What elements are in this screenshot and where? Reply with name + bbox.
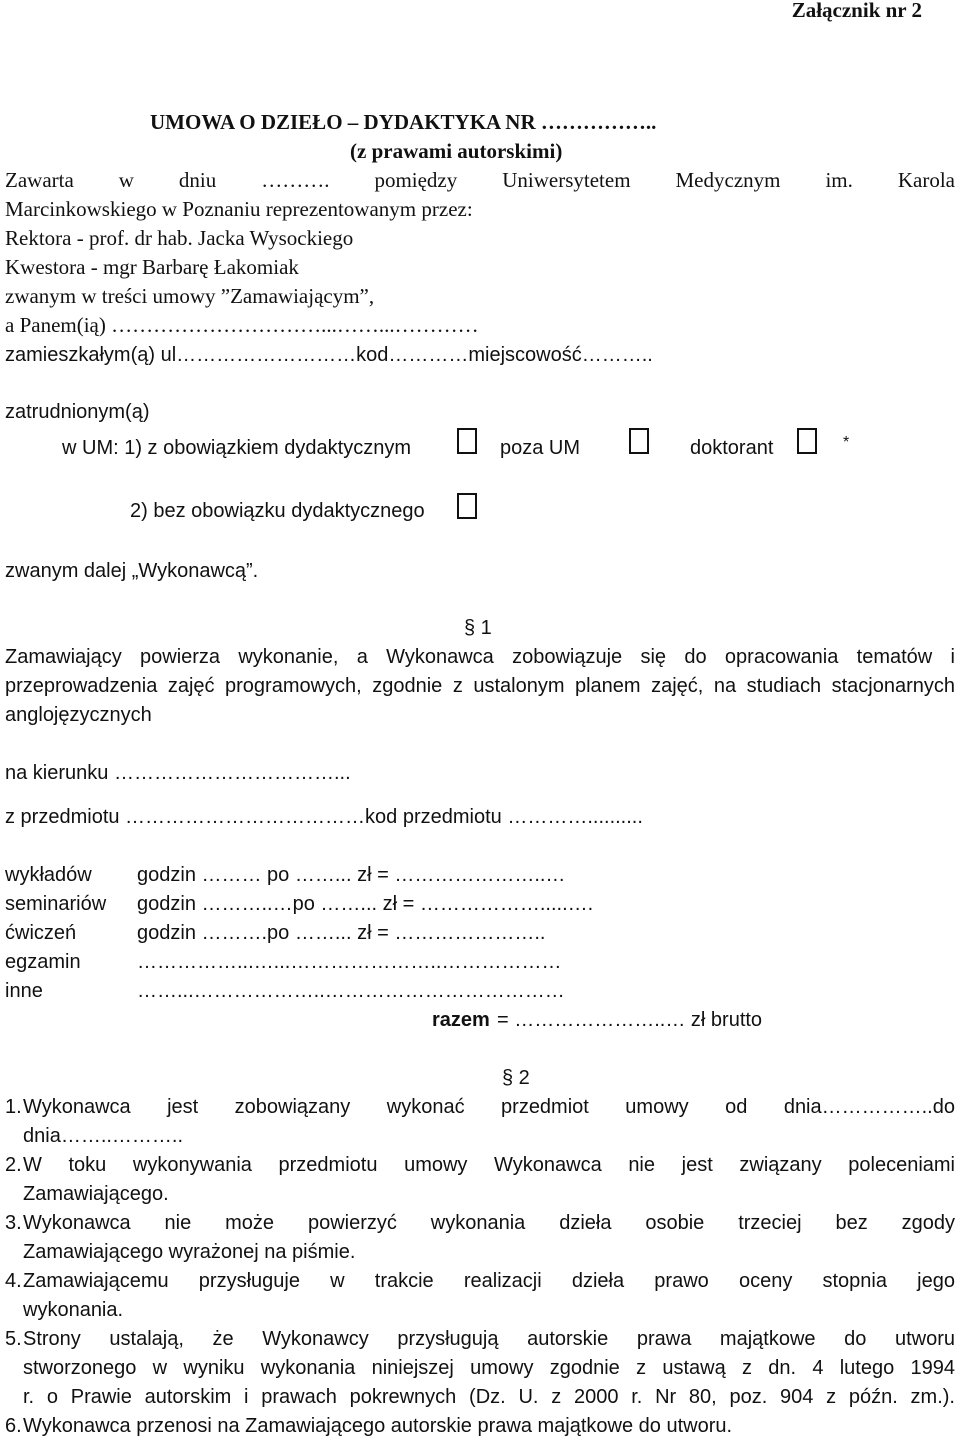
item-line: W toku wykonywania przedmiotu umowy Wykonawca nie jest związany poleceniami xyxy=(23,1154,955,1176)
row-value: ……………...…...…………………..……………… xyxy=(137,951,562,973)
item-line: stworzonego w wyniku wykonania niniejszej umowy zgodnie z ustawą z dn. 4 lutego 1994 xyxy=(23,1357,955,1379)
document-title: UMOWA O DZIEŁO – DYDAKTYKA NR …………….. xyxy=(150,110,657,134)
section-1-heading: § 1 xyxy=(464,617,492,639)
item-line: r. o Prawie autorskim i prawach pokrewnych (Dz. U. z 2000 r. Nr 80, poz. 904 z późn. zm.). xyxy=(23,1386,955,1408)
item-number: 4. xyxy=(5,1270,22,1292)
razem-label: razem xyxy=(432,1009,490,1031)
no-duty-checkbox[interactable] xyxy=(457,493,477,519)
row-label: seminariów xyxy=(5,893,107,915)
document-subtitle: (z prawami autorskimi) xyxy=(350,139,563,163)
item-number: 2. xyxy=(5,1154,22,1176)
asterisk-mark: * xyxy=(843,434,850,451)
intro-line-6: a Panem(ią) …………………………...……...………… xyxy=(5,313,479,337)
item-line: Wykonawca przenosi na Zamawiającego autorskie prawa majątkowe do utworu. xyxy=(23,1415,733,1437)
doktorant-checkbox[interactable] xyxy=(797,428,817,454)
item-number: 3. xyxy=(5,1212,22,1234)
row-value: godzin ……….po ……... zł = ………………….. xyxy=(137,922,546,944)
row-value: ……...………………..……………………………… xyxy=(137,980,565,1002)
item-line: Wykonawca nie może powierzyć wykonania dzieła osobie trzeciej bez zgody xyxy=(23,1212,955,1234)
poza-um-label: poza UM xyxy=(500,437,581,459)
row-value: godzin ………..…po ……... zł = ……………….....…. xyxy=(137,893,594,915)
um-duty-checkbox[interactable] xyxy=(457,428,477,454)
section-2-heading: § 2 xyxy=(502,1067,530,1089)
poza-um-checkbox[interactable] xyxy=(629,428,649,454)
row-label: egzamin xyxy=(5,951,81,973)
intro-line-1: Zawarta w dniu ………. pomiędzy Uniwersytetem Medycznym im. Karola xyxy=(5,168,955,192)
um-duty-label: w UM: 1) z obowiązkiem dydaktycznym xyxy=(62,437,411,459)
section-1-paragraph: Zamawiający powierza wykonanie, a Wykonawca zobowiązuje się do opracowania tematów i przeprowadzenia zajęć programowych, zgodnie z ustalonym planem zajęć, na studiach stacjonarnych anglojęzycznych xyxy=(5,646,955,726)
item-line: Strony ustalają, że Wykonawcy przysługują autorskie prawa majątkowe do utworu xyxy=(23,1328,955,1350)
row-label: ćwiczeń xyxy=(5,922,77,944)
doktorant-label: doktorant xyxy=(690,437,774,459)
item-line: wykonania. xyxy=(23,1299,124,1321)
item-line: Zamawiającemu przysługuje w trakcie realizacji dzieła prawo oceny stopnia jego xyxy=(23,1270,955,1292)
contractor-called: zwanym dalej „Wykonawcą”. xyxy=(5,560,259,582)
row-label: wykładów xyxy=(5,864,92,886)
row-label: inne xyxy=(5,980,43,1002)
intro-line-5: zwanym w treści umowy ”Zamawiającym”, xyxy=(5,284,375,308)
item-line: Zamawiającego wyrażonej na piśmie. xyxy=(23,1241,356,1263)
razem-value: = …………………..… zł brutto xyxy=(497,1009,763,1031)
item-number: 5. xyxy=(5,1328,22,1350)
intro-line-4: Kwestora - mgr Barbarę Łakomiak xyxy=(5,255,299,279)
item-line: Wykonawca jest zobowiązany wykonać przedmiot umowy od dnia……………..do xyxy=(23,1096,955,1118)
kierunek-line: na kierunku ……………………………... xyxy=(5,762,351,784)
address-line: zamieszkałym(ą) ul………………………kod…………miejscowość……….. xyxy=(5,344,653,366)
item-line: dnia……..……….. xyxy=(23,1125,184,1147)
przedmiot-line: z przedmiotu ………………………………kod przedmiotu ………….......... xyxy=(5,806,643,828)
intro-line-2: Marcinkowskiego w Poznaniu reprezentowanym przez: xyxy=(5,197,473,221)
intro-line-3: Rektora - prof. dr hab. Jacka Wysockiego xyxy=(5,226,354,250)
item-number: 6. xyxy=(5,1415,22,1437)
item-number: 1. xyxy=(5,1096,22,1118)
annex-label: Załącznik nr 2 xyxy=(791,0,922,22)
employed-label: zatrudnionym(ą) xyxy=(5,401,150,423)
item-line: Zamawiającego. xyxy=(23,1183,169,1205)
no-duty-label: 2) bez obowiązku dydaktycznego xyxy=(130,500,425,522)
row-value: godzin ……… po ……... zł = …………………..… xyxy=(137,864,566,886)
